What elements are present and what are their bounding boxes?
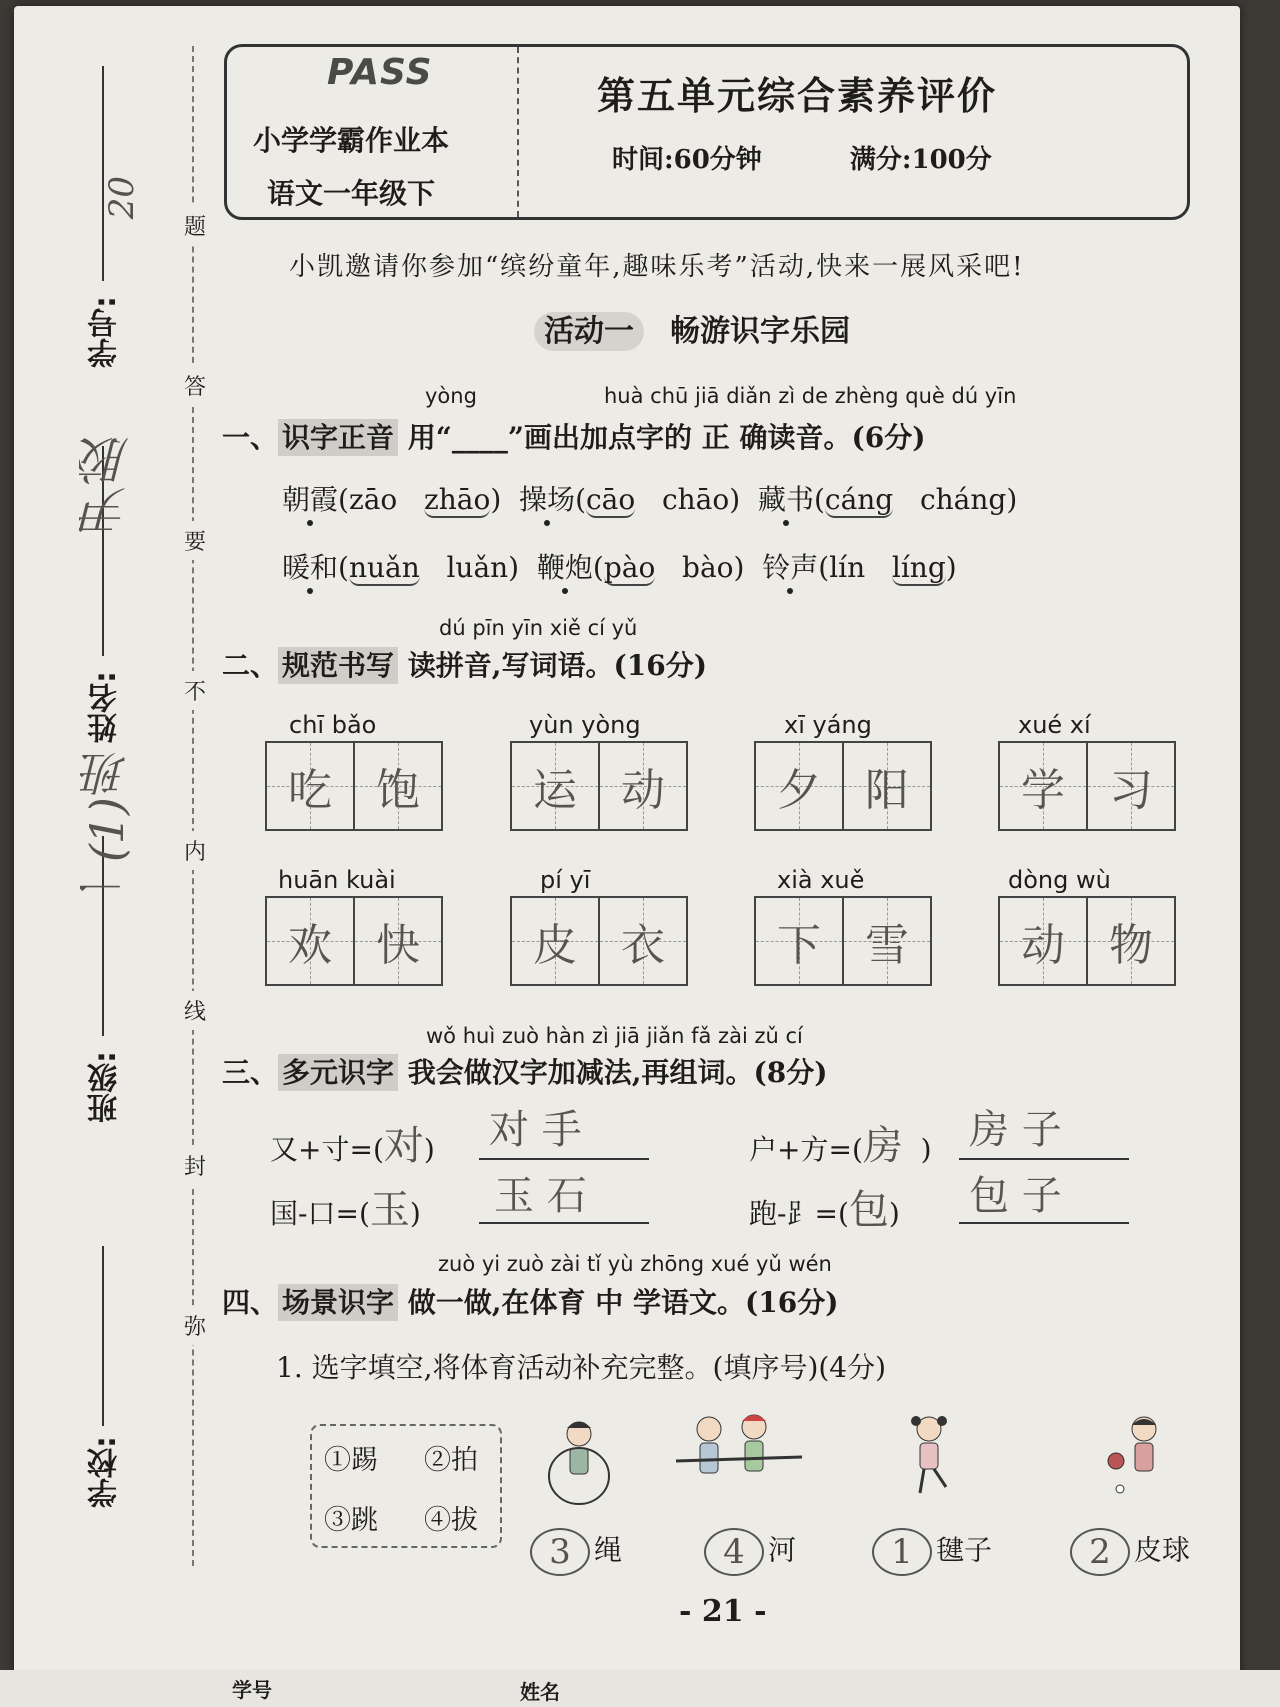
s1-pinyin-a: yòng (425, 384, 477, 408)
ping-pong-boy-illustration (1106, 1411, 1176, 1501)
activity-heading (534, 306, 850, 350)
s4-pinyin: zuò yi zuò zài tǐ yù zhōng xué yǔ wén (438, 1252, 832, 1276)
seal-char-5: 内 (184, 831, 206, 870)
school-label: 学校: (88, 1436, 123, 1508)
eq-1: 又+寸=(对) (270, 1123, 435, 1169)
eq-2-line (959, 1158, 1129, 1160)
section-1-heading: 一、 识字正音 用“____”画出加点字的 正 确读音。(6分) (222, 421, 926, 454)
seal-char-7: 封 (184, 1146, 206, 1185)
question-4-1: 1. 选字填空,将体育活动补充完整。(填序号)(4分) (276, 1351, 887, 1384)
option-3: ③跳 (324, 1505, 378, 1536)
next-page-name-label: 姓名 (520, 1680, 560, 1704)
pass-logo: PASS (327, 52, 433, 93)
class-label: 班级: (88, 1051, 123, 1123)
s1-row-2: 暖和(nuǎn luǎn) 鞭炮(pào bào) 铃声(lín líng) (282, 551, 957, 584)
seal-char-3: 要 (184, 521, 206, 560)
options-box (310, 1424, 502, 1548)
s3-pinyin: wǒ huì zuò hàn zì jiā jiǎn fǎ zài zǔ cí (426, 1024, 803, 1048)
s1-pinyin-b: huà chū jiā diǎn zì de zhèng què dú yīn (604, 384, 1017, 408)
eq-4-line (959, 1222, 1129, 1224)
activity-title: 畅游识字乐园 (670, 314, 850, 349)
grid-3[interactable]: 夕 阳 (754, 741, 932, 831)
book-grade: 语文一年级下 (267, 177, 436, 210)
eq-1-line (479, 1158, 649, 1160)
eq-2-word[interactable]: 房 子 (969, 1107, 1062, 1153)
full-score: 满分:100分 (849, 145, 992, 175)
s2-pinyin: dú pīn yīn xiě cí yǔ (439, 616, 638, 640)
page-title: 第五单元综合素养评价 (597, 73, 998, 118)
book-title: 小学学霸作业本 (253, 124, 450, 157)
option-1: ①踢 (324, 1445, 378, 1476)
fill-1: 3 绳 (530, 1528, 622, 1576)
eq-3-line (479, 1222, 649, 1224)
next-page-id-label: 学号 (232, 1678, 272, 1702)
grid-3-pinyin: xī yáng (784, 711, 872, 739)
student-id-blank[interactable] (102, 66, 104, 281)
grid-7[interactable]: 下 雪 (754, 896, 932, 986)
next-page-edge (0, 1670, 1280, 1707)
eq-1-word[interactable]: 对 手 (489, 1107, 582, 1153)
header-box (224, 44, 1190, 220)
section-3-heading: 三、 多元识字 我会做汉字加减法,再组词。(8分) (222, 1056, 828, 1089)
name-handwriting: 尹胶 (79, 436, 137, 536)
seal-char-2: 答 (184, 366, 206, 405)
grid-2[interactable]: 运 动 (510, 741, 688, 831)
exam-meta (612, 139, 992, 176)
seal-char-1: 题 (184, 206, 206, 245)
eq-4-word[interactable]: 包 子 (969, 1173, 1062, 1219)
grid-4[interactable]: 学 习 (998, 741, 1176, 831)
grid-5-pinyin: huān kuài (278, 866, 396, 894)
grid-8-pinyin: dòng wù (1008, 866, 1111, 894)
section-2-heading: 二、 规范书写 读拼音,写词语。(16分) (222, 649, 707, 682)
fill-2: 4 河 (704, 1528, 796, 1576)
grid-7-pinyin: xià xuě (777, 866, 865, 894)
eq-3: 国-口=(玉) (270, 1187, 421, 1233)
grid-1[interactable]: 吃 饱 (265, 741, 443, 831)
activity-tag: 活动一 (534, 312, 644, 351)
option-2: ②拍 (424, 1445, 478, 1476)
time-limit: 时间:60分钟 (612, 145, 762, 175)
worksheet-page (14, 6, 1240, 1696)
class-handwriting: 一(1)班 (80, 751, 134, 909)
school-blank[interactable] (102, 1246, 104, 1426)
grid-2-pinyin: yùn yòng (529, 711, 641, 739)
grid-1-pinyin: chī bǎo (289, 711, 377, 739)
seal-char-8: 弥 (184, 1306, 206, 1345)
s1-row-1: 朝霞(zāo zhāo) 操场(cāo chāo) 藏书(cáng cháng) (282, 483, 1018, 516)
student-id-label: 学号: (88, 296, 123, 368)
section-4-heading: 四、 场景识字 做一做,在体育 中 学语文。(16分) (222, 1286, 839, 1319)
eq-3-word[interactable]: 玉 石 (494, 1173, 587, 1219)
name-label: 姓名: (88, 671, 123, 743)
eq-4: 跑-⻊=(包) (749, 1187, 900, 1233)
eq-2: 户+方=(房 ) (749, 1123, 932, 1169)
seal-char-4: 不 (184, 671, 206, 710)
option-4: ④拔 (424, 1505, 478, 1536)
fill-3: 1 毽子 (872, 1528, 992, 1576)
seal-char-6: 线 (184, 991, 206, 1030)
grid-4-pinyin: xué xí (1018, 711, 1091, 739)
grid-5[interactable]: 欢 快 (265, 896, 443, 986)
fill-4: 2 皮球 (1070, 1528, 1190, 1576)
grid-6[interactable]: 皮 衣 (510, 896, 688, 986)
header-divider (517, 47, 519, 217)
jump-rope-girl-illustration (544, 1416, 614, 1506)
shuttlecock-girl-illustration (894, 1411, 964, 1501)
grid-8[interactable]: 动 物 (998, 896, 1176, 986)
student-id-handwriting: 20 (102, 176, 142, 220)
intro-text: 小凯邀请你参加“缤纷童年,趣味乐考”活动,快来一展风采吧! (289, 252, 1025, 282)
grid-6-pinyin: pí yī (540, 866, 591, 894)
page-number: - 21 - (679, 1594, 767, 1629)
tug-of-war-illustration (674, 1411, 804, 1501)
